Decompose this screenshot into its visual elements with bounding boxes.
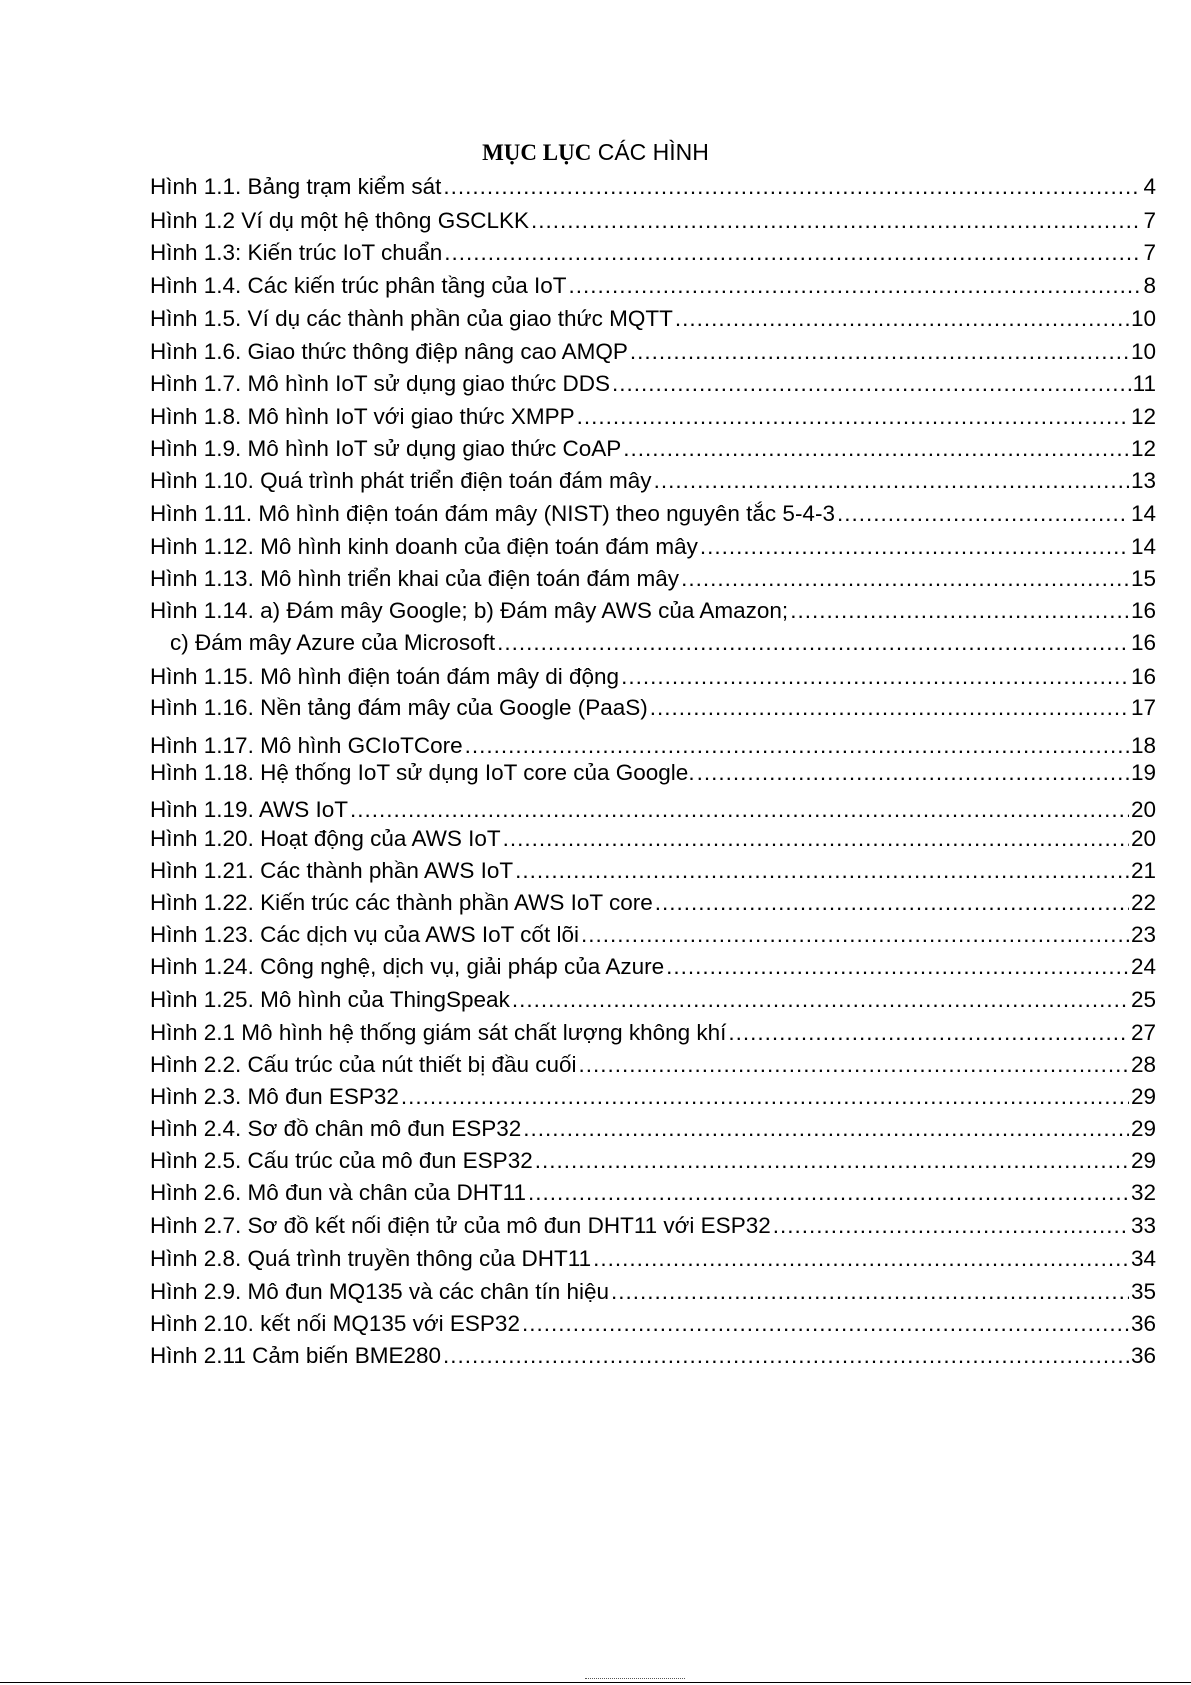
entry-page-number: 16 <box>1130 598 1156 623</box>
dot-leader <box>654 466 1129 496</box>
dot-leader <box>465 731 1129 761</box>
entry-label: Hình 1.24. Công nghệ, dịch vụ, giải pháp của Azure <box>150 954 665 979</box>
entry-page-number: 22 <box>1130 890 1156 915</box>
entry-page-number: 19 <box>1130 760 1156 785</box>
entry-label: Hình 2.4. Sơ đồ chân mô đun ESP32 <box>150 1116 522 1141</box>
toc-entry[interactable] <box>150 1082 1156 1112</box>
entry-label: Hình 1.20. Hoạt động của AWS IoT <box>150 826 501 851</box>
toc-entry[interactable] <box>150 1114 1156 1144</box>
entry-page-number: 18 <box>1130 733 1156 758</box>
dot-leader <box>581 920 1129 950</box>
entry-page-number: 14 <box>1130 534 1156 559</box>
entry-page-number: 25 <box>1130 987 1156 1012</box>
dot-leader <box>681 564 1129 594</box>
entry-page-number: 34 <box>1130 1246 1156 1271</box>
toc-entry[interactable] <box>150 499 1156 529</box>
title-serif-part: MỤC LỤC <box>482 140 592 165</box>
entry-label: Hình 1.19. AWS IoT <box>150 797 349 822</box>
toc-entry[interactable] <box>150 238 1156 268</box>
title-sans-part: CÁC HÌNH <box>597 139 709 165</box>
toc-entry[interactable] <box>150 402 1156 432</box>
toc-entry[interactable] <box>150 662 1156 692</box>
toc-entry[interactable] <box>150 1050 1156 1080</box>
dot-leader <box>531 206 1142 236</box>
entry-page-number: 20 <box>1130 826 1156 851</box>
dot-leader <box>350 795 1129 825</box>
entry-label: c) Đám mây Azure của Microsoft <box>170 630 496 655</box>
toc-entry[interactable] <box>150 434 1156 464</box>
dot-leader <box>612 369 1131 399</box>
entry-page-number: 10 <box>1130 339 1156 364</box>
dot-leader <box>621 662 1129 692</box>
entry-page-number: 10 <box>1130 306 1156 331</box>
entry-page-number: 4 <box>1143 174 1156 199</box>
entry-page-number: 12 <box>1130 436 1156 461</box>
entry-label: Hình 1.13. Mô hình triển khai của điện toán đám mây <box>150 566 680 591</box>
toc-entry[interactable] <box>150 172 1156 202</box>
entry-label: Hình 1.4. Các kiến trúc phân tầng của IoT <box>150 273 567 298</box>
entry-page-number: 13 <box>1130 468 1156 493</box>
entry-label: Hình 1.6. Giao thức thông điệp nâng cao AMQP <box>150 339 628 364</box>
dot-leader <box>515 856 1129 886</box>
entry-label: Hình 1.12. Mô hình kinh doanh của điện toán đám mây <box>150 534 698 559</box>
entry-label: Hình 1.10. Quá trình phát triển điện toán đám mây <box>150 468 652 493</box>
entry-label: Hình 1.17. Mô hình GCIoTCore <box>150 733 463 758</box>
entry-label: Hình 1.25. Mô hình của ThingSpeak <box>150 987 510 1012</box>
entry-label: Hình 2.9. Mô đun MQ135 và các chân tín hiệu <box>150 1279 610 1304</box>
entry-label: Hình 1.23. Các dịch vụ của AWS IoT cốt lõi <box>150 922 579 947</box>
entry-page-number: 29 <box>1130 1084 1156 1109</box>
toc-entry[interactable] <box>150 693 1156 723</box>
dot-leader <box>528 1178 1129 1208</box>
entry-label: Hình 1.2 Ví dụ một hệ thông GSCLKK <box>150 208 529 233</box>
toc-entry[interactable] <box>150 1244 1156 1274</box>
dot-leader <box>630 337 1129 367</box>
dot-leader <box>443 172 1141 202</box>
entry-page-number: 33 <box>1130 1213 1156 1238</box>
entry-page-number: 29 <box>1130 1116 1156 1141</box>
entry-page-number: 12 <box>1130 404 1156 429</box>
dot-leader <box>443 1341 1129 1371</box>
dot-leader <box>773 1211 1129 1241</box>
dot-leader <box>577 402 1129 432</box>
entry-page-number: 17 <box>1130 695 1156 720</box>
dot-leader <box>569 271 1142 301</box>
dot-leader <box>512 985 1129 1015</box>
entry-page-number: 14 <box>1130 501 1156 526</box>
toc-entry[interactable] <box>150 758 1156 788</box>
dot-leader <box>675 304 1129 334</box>
dot-leader <box>579 1050 1129 1080</box>
toc-entry[interactable] <box>150 1277 1156 1307</box>
entry-label: Hình 1.1. Bảng trạm kiểm sát <box>150 174 442 199</box>
entry-page-number: 16 <box>1130 664 1156 689</box>
dot-leader <box>655 888 1129 918</box>
dot-leader <box>728 1018 1129 1048</box>
entry-label: Hình 1.3: Kiến trúc IoT chuẩn <box>150 240 443 265</box>
toc-entry[interactable] <box>150 1178 1156 1208</box>
entry-page-number: 28 <box>1130 1052 1156 1077</box>
toc-entry[interactable] <box>150 1309 1156 1339</box>
entry-page-number: 8 <box>1143 273 1156 298</box>
entry-page-number: 27 <box>1130 1020 1156 1045</box>
toc-entry[interactable] <box>150 337 1156 367</box>
toc-entry[interactable] <box>150 795 1156 825</box>
entry-page-number: 24 <box>1130 954 1156 979</box>
entry-label: Hình 2.1 Mô hình hệ thống giám sát chất lượng không khí <box>150 1020 727 1045</box>
entry-page-number: 21 <box>1130 858 1156 883</box>
entry-label: Hình 1.15. Mô hình điện toán đám mây di động <box>150 664 620 689</box>
page-bottom-mark <box>585 1678 685 1683</box>
toc-entry[interactable] <box>150 731 1156 761</box>
toc-entry[interactable] <box>150 985 1156 1015</box>
entry-page-number: 11 <box>1132 371 1156 396</box>
toc-entry[interactable] <box>150 532 1156 562</box>
dot-leader <box>697 758 1129 788</box>
toc-entry[interactable] <box>150 952 1156 982</box>
entry-page-number: 36 <box>1130 1343 1156 1368</box>
entry-label: Hình 2.3. Mô đun ESP32 <box>150 1084 399 1109</box>
toc-entry[interactable] <box>170 628 1156 658</box>
toc-entry[interactable] <box>150 888 1156 918</box>
entry-page-number: 35 <box>1130 1279 1156 1304</box>
entry-label: Hình 1.14. a) Đám mây Google; b) Đám mây AWS của Amazon; <box>150 598 789 623</box>
dot-leader <box>401 1082 1129 1112</box>
toc-entry[interactable] <box>150 824 1156 854</box>
entry-label: Hình 1.8. Mô hình IoT với giao thức XMPP <box>150 404 575 429</box>
entry-page-number: 7 <box>1143 240 1156 265</box>
entry-page-number: 7 <box>1143 208 1156 233</box>
toc-entry[interactable] <box>150 596 1156 626</box>
toc-entry[interactable] <box>150 206 1156 236</box>
entry-page-number: 20 <box>1130 797 1156 822</box>
entry-page-number: 15 <box>1130 566 1156 591</box>
entry-label: Hình 1.21. Các thành phần AWS IoT <box>150 858 514 883</box>
entry-label: Hình 2.10. kết nối MQ135 với ESP32 <box>150 1311 520 1336</box>
dot-leader <box>790 596 1129 626</box>
dot-leader <box>611 1277 1129 1307</box>
toc-entry[interactable] <box>150 856 1156 886</box>
toc-entry[interactable] <box>150 271 1156 301</box>
toc-entry[interactable] <box>150 1211 1156 1241</box>
page-title <box>0 136 1191 169</box>
entry-label: Hình 2.6. Mô đun và chân của DHT11 <box>150 1180 527 1205</box>
entry-label: Hình 1.9. Mô hình IoT sử dụng giao thức CoAP <box>150 436 622 461</box>
entry-label: Hình 2.5. Cấu trúc của mô đun ESP32 <box>150 1148 533 1173</box>
toc-entry[interactable] <box>150 369 1156 399</box>
dot-leader <box>837 499 1129 529</box>
entry-label: Hình 1.18. Hệ thống IoT sử dụng IoT core của Google. <box>150 760 695 785</box>
toc-entry[interactable] <box>150 564 1156 594</box>
dot-leader <box>593 1244 1129 1274</box>
dot-leader <box>666 952 1129 982</box>
dot-leader <box>623 434 1129 464</box>
entry-page-number: 32 <box>1130 1180 1156 1205</box>
dot-leader <box>650 693 1129 723</box>
dot-leader <box>497 628 1129 658</box>
entry-label: Hình 1.22. Kiến trúc các thành phần AWS IoT core <box>150 890 653 915</box>
entry-label: Hình 1.7. Mô hình IoT sử dụng giao thức DDS <box>150 371 610 396</box>
toc-entry[interactable] <box>150 1341 1156 1371</box>
entry-label: Hình 2.8. Quá trình truyền thông của DHT11 <box>150 1246 592 1271</box>
dot-leader <box>700 532 1129 562</box>
entry-label: Hình 2.11 Cảm biến BME280 <box>150 1343 441 1368</box>
entry-label: Hình 1.11. Mô hình điện toán đám mây (NIST) theo nguyên tắc 5-4-3 <box>150 501 835 526</box>
toc-entry[interactable] <box>150 466 1156 496</box>
entry-page-number: 16 <box>1130 630 1156 655</box>
entry-label: Hình 2.2. Cấu trúc của nút thiết bị đầu cuối <box>150 1052 577 1077</box>
dot-leader <box>503 824 1129 854</box>
dot-leader <box>444 238 1141 268</box>
toc-entry[interactable] <box>150 1146 1156 1176</box>
entry-page-number: 29 <box>1130 1148 1156 1173</box>
dot-leader <box>535 1146 1129 1176</box>
entry-page-number: 36 <box>1130 1311 1156 1336</box>
entry-label: Hình 1.16. Nền tảng đám mây của Google (PaaS) <box>150 695 648 720</box>
entry-label: Hình 2.7. Sơ đồ kết nối điện tử của mô đun DHT11 với ESP32 <box>150 1213 771 1238</box>
toc-entry[interactable] <box>150 920 1156 950</box>
dot-leader <box>522 1309 1129 1339</box>
toc-entry[interactable] <box>150 1018 1156 1048</box>
entry-label: Hình 1.5. Ví dụ các thành phần của giao thức MQTT <box>150 306 673 331</box>
toc-entry[interactable] <box>150 304 1156 334</box>
entry-page-number: 23 <box>1130 922 1156 947</box>
dot-leader <box>523 1114 1129 1144</box>
